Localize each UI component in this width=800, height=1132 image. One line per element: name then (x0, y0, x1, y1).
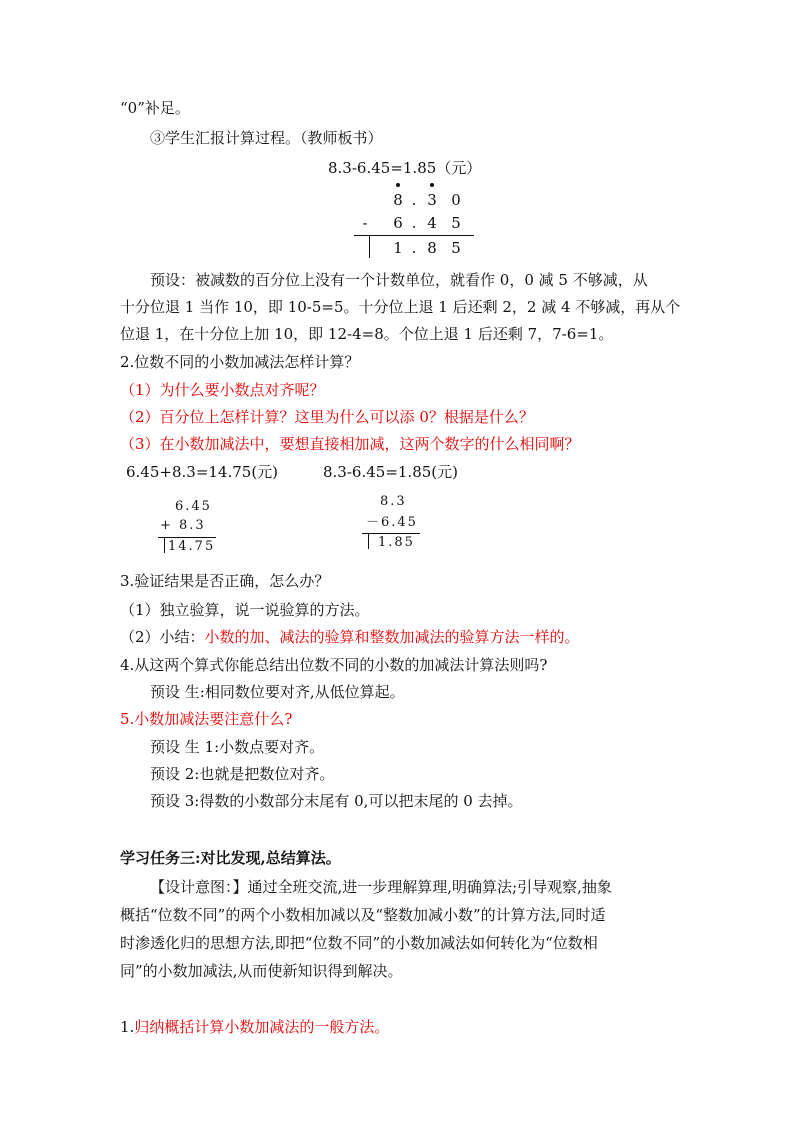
subtrahend: －6.45 (366, 515, 418, 530)
equation: 8.3-6.45=1.85(元) (323, 463, 458, 481)
minuend: 8.3 (380, 494, 407, 509)
minus-sign: - (362, 214, 368, 232)
decimal-point: . (411, 239, 417, 257)
text-line: 位退 1，在十分位上加 10，即 12-4=8。个位上退 1 后还剩 7，7-6=1。 (120, 325, 614, 343)
item-number: 1. (120, 1018, 135, 1036)
text-line: ③学生汇报计算过程。（教师板书） (150, 129, 383, 147)
sum: 14.75 (168, 539, 216, 554)
result-line (354, 235, 474, 236)
question-item: （2）百分位上怎样计算？这里为什么可以添 0？根据是什么？ (120, 408, 534, 426)
result-bar (164, 538, 165, 553)
question-item: （1）为什么要小数点对齐呢？ (120, 381, 325, 399)
digit: 8 (393, 191, 403, 209)
recurring-dot (430, 183, 434, 187)
digit: 8 (427, 239, 437, 257)
question-heading: 3.验证结果是否正确，怎么办？ (120, 572, 330, 590)
text-line: “0”补足。 (120, 99, 190, 117)
recurring-dot (396, 183, 400, 187)
text-line: 十分位退 1 当作 10，即 10-5=5。十分位上退 1 后还剩 2，2 减 4 不够减，再从个 (120, 298, 681, 316)
addend: + 8.3 (160, 518, 206, 533)
answer-item: 预设 生 1:小数点要对齐。 (150, 738, 325, 756)
text-line: 同”的小数加减法,从而使新知识得到解决。 (120, 962, 403, 980)
addend: 6.45 (175, 499, 212, 514)
equation: 8.3-6.45=1.85（元） (328, 159, 482, 177)
question-heading: 5.小数加减法要注意什么? (120, 710, 293, 728)
answer-item: 预设 3:得数的小数部分末尾有 0,可以把末尾的 0 去掉。 (150, 792, 523, 810)
answer-item: 预设 2:也就是把数位对齐。 (150, 765, 335, 783)
result-bar (369, 236, 370, 258)
digit: 1 (393, 239, 403, 257)
text-line: 时渗透化归的思想方法,即把“位数不同”的小数加减法如何转化为“位数相 (120, 934, 598, 952)
summary-label: （2）小结： (120, 628, 205, 646)
text-line: 概括“位数不同”的两个小数相加减以及“整数加减小数”的计算方法,同时适 (120, 906, 606, 924)
digit: 6 (393, 214, 403, 232)
question-heading: 2.位数不同的小数加减法怎样计算？ (120, 353, 360, 371)
equation: 6.45+8.3=14.75(元) (126, 463, 279, 481)
question-item: （3）在小数加减法中，要想直接相加减，这两个数字的什么相同啊？ (120, 435, 580, 453)
item-text: 归纳概括计算小数加减法的一般方法。 (134, 1018, 390, 1036)
digit: 4 (427, 214, 437, 232)
decimal-point: . (411, 214, 417, 232)
result-bar (368, 534, 369, 549)
digit: 5 (451, 239, 461, 257)
sub-heading (120, 1017, 389, 1037)
digit: 0 (451, 191, 461, 209)
answer-item: 预设 生:相同数位要对齐,从低位算起。 (150, 683, 405, 701)
difference: 1.85 (378, 535, 415, 550)
question-heading: 4.从这两个算式你能总结出位数不同的小数的加减法计算法则吗? (120, 656, 548, 674)
summary-text: 小数的加、减法的验算和整数加减法的验算方法一样的。 (204, 628, 580, 646)
decimal-point: . (411, 191, 417, 209)
section-heading: 学习任务三:对比发现,总结算法。 (120, 849, 341, 867)
digit: 5 (451, 214, 461, 232)
question-item: （1）独立验算，说一说验算的方法。 (120, 601, 370, 619)
text-line: 【设计意图：】通过全班交流,进一步理解算理,明确算法;引导观察,抽象 (150, 878, 612, 896)
question-item (120, 627, 580, 647)
digit: 3 (427, 191, 437, 209)
text-line: 预设：被减数的百分位上没有一个计数单位，就看作 0，0 减 5 不够减，从 (150, 271, 648, 289)
